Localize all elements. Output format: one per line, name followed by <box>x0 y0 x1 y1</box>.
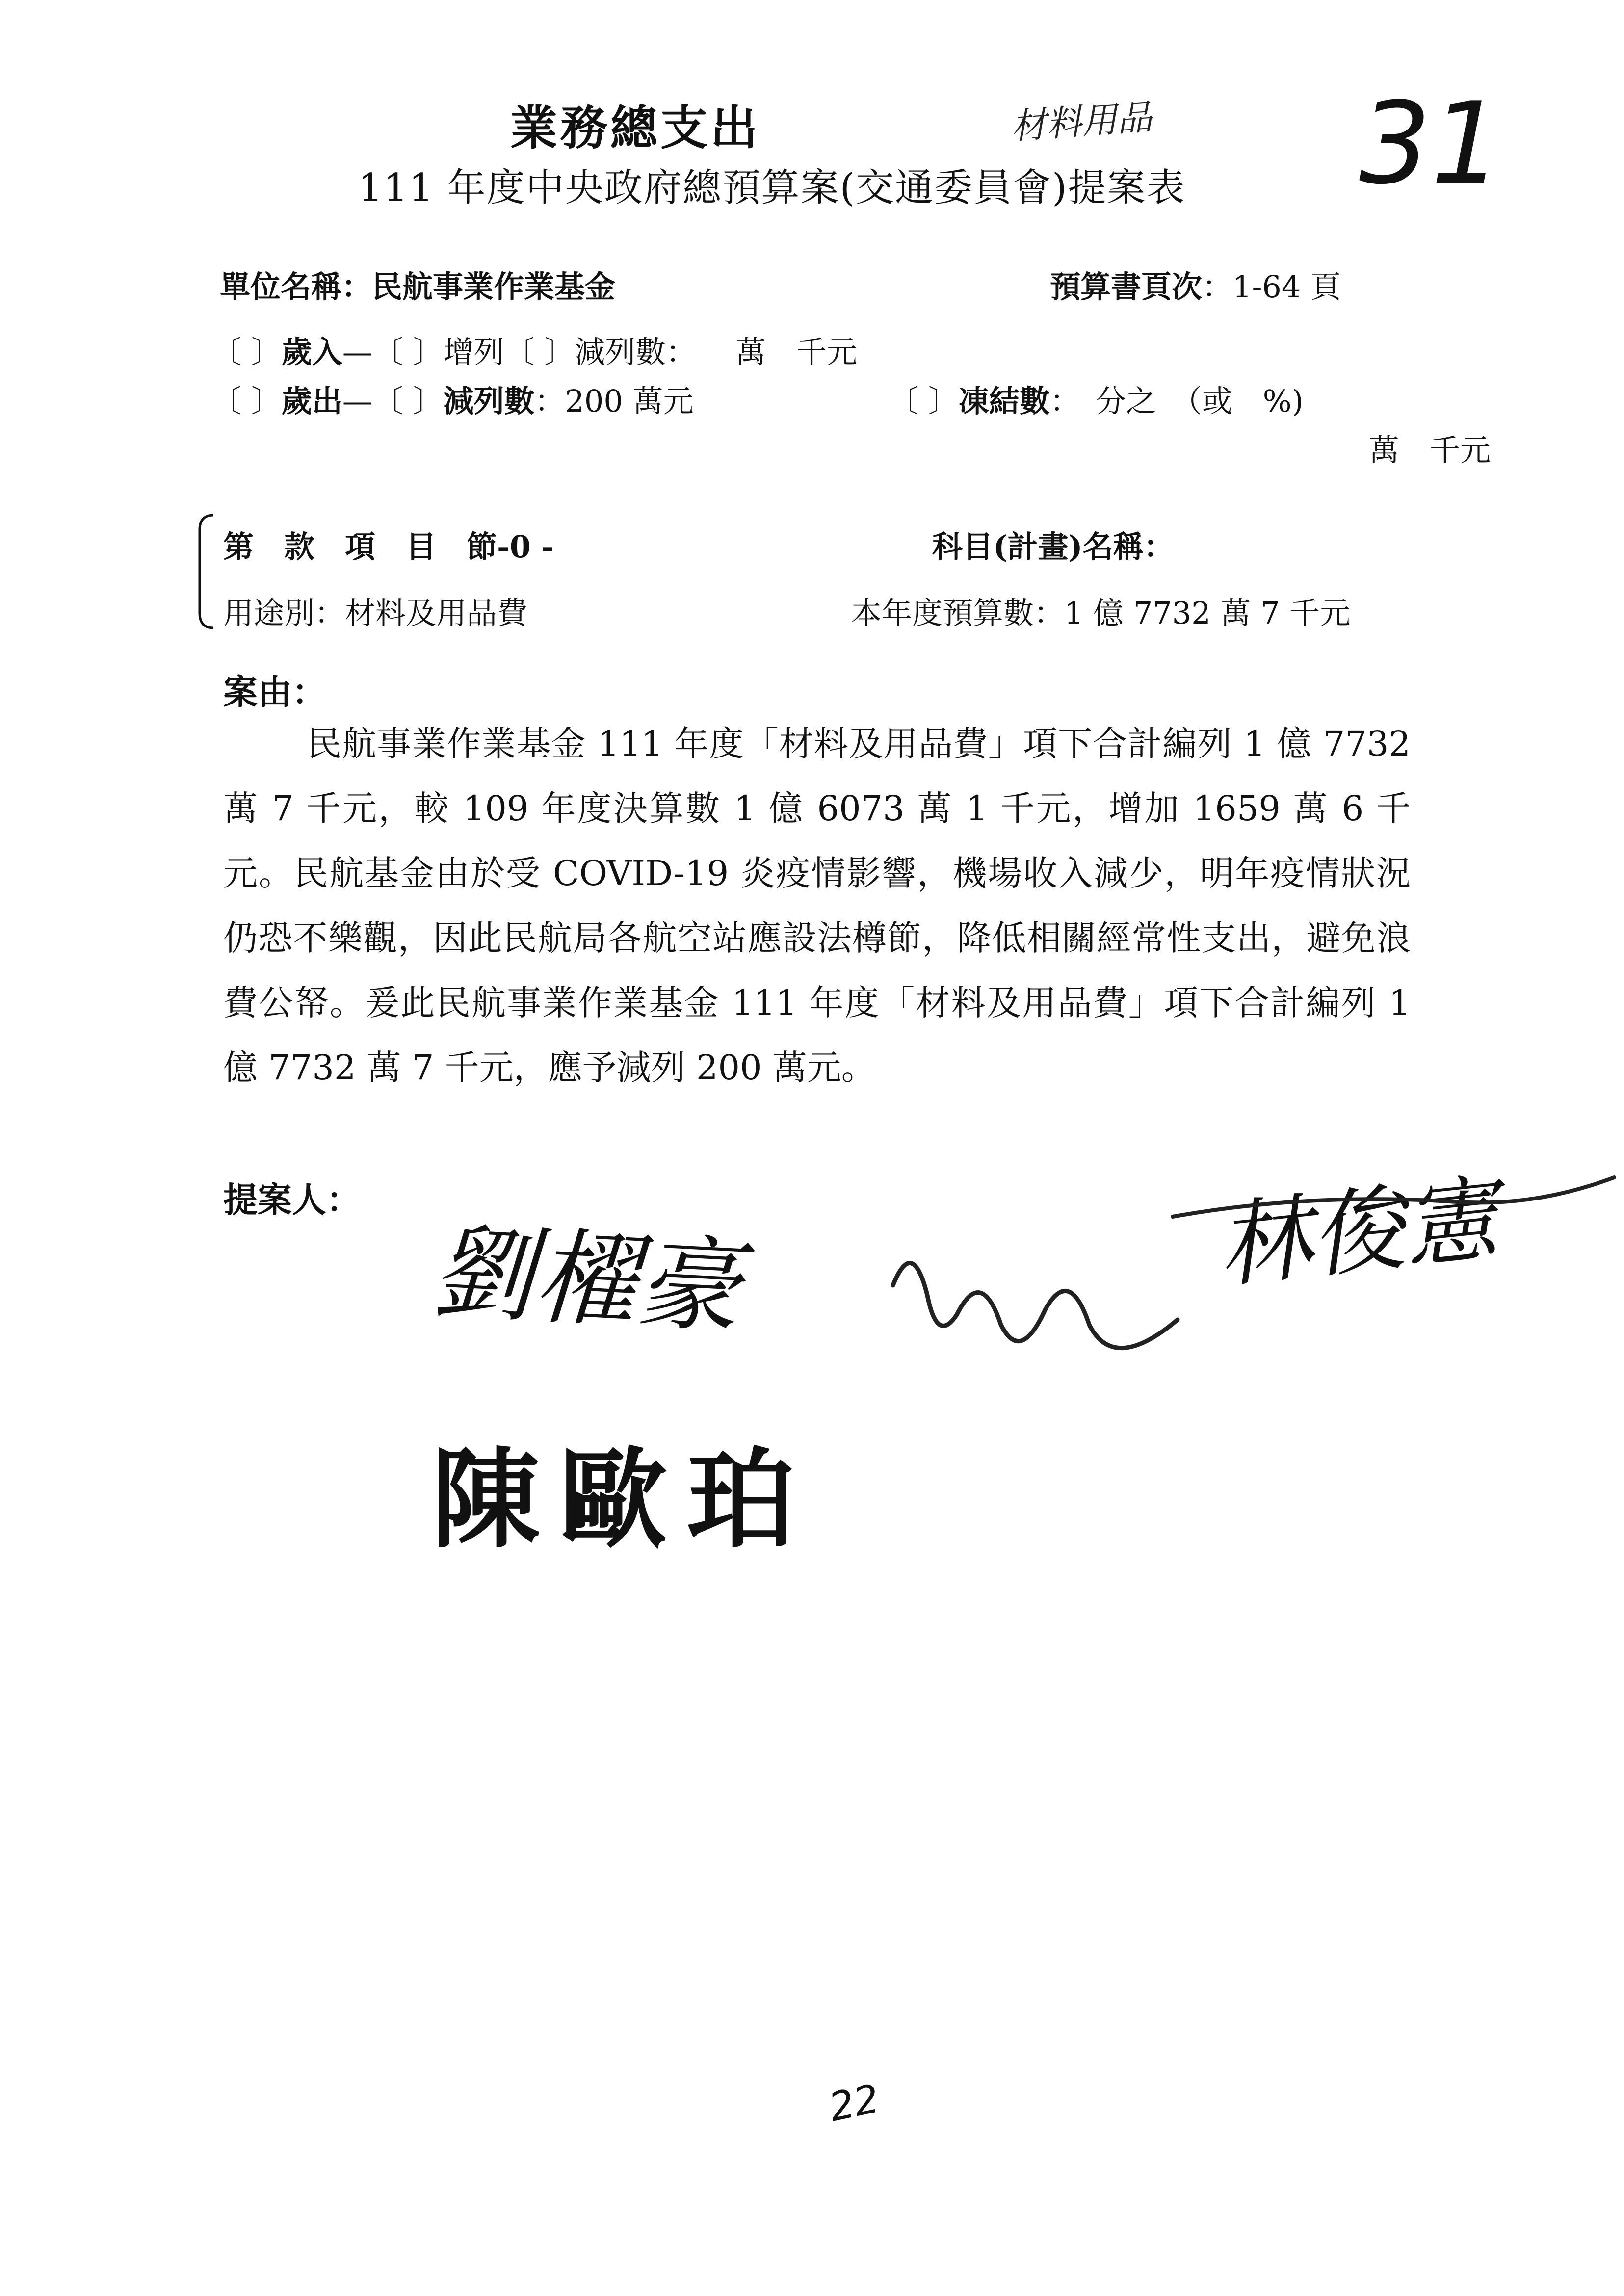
unit-name-row <box>220 262 615 306</box>
revenue-increase-option[interactable]: 〔 〕增列 <box>372 334 504 370</box>
expenditure-label: 歲出 <box>281 383 342 419</box>
budget-amount-row <box>851 589 1350 632</box>
unit-name-value: 民航事業作業基金 <box>372 269 616 305</box>
freeze-row <box>888 377 1304 420</box>
budget-amount-label: 本年度預算數 <box>851 595 1034 631</box>
revenue-label: 歲入 <box>281 334 342 370</box>
revenue-dash: — <box>342 334 373 370</box>
revenue-line <box>211 328 857 371</box>
classification-line: 第 款 項 目 節-0 - <box>223 529 554 565</box>
proposer-label: 提案人： <box>223 1179 361 1220</box>
page-number: 31 <box>1359 78 1503 209</box>
reason-text: 民航事業作業基金 111 年度「材料及用品費」項下合計編列 1 億 7732 萬 7 千元，較 109 年度決算數 1 億 6073 萬 1 千元，增加 1659 萬 6 千元。民航基金由於受 COVID-19 炎疫情影響，機場收入減少，明年疫情狀況仍恐不樂觀，因此民航局各航空站應設法樽節，降低相關經常性支出，避免浪費公帑。爰此民航事業作業基金 111 年度「材料及用品費」項下合計編列 1 億 7732 萬 7 千元，應予減列 200 萬元。 <box>223 724 1411 1088</box>
revenue-decrease-option[interactable]: 〔 〕減列數： <box>504 334 697 370</box>
budget-page-value: ：1-64 頁 <box>1202 269 1341 305</box>
signature-scribble <box>883 1226 1187 1374</box>
signature-1: 劉櫂豪 <box>428 1211 744 1348</box>
expenditure-reduce-checkbox[interactable]: 〔 〕 <box>372 383 444 419</box>
freeze-units: 萬 千元 <box>1369 432 1491 468</box>
document-title: 業務總支出 <box>510 100 760 156</box>
freeze-checkbox[interactable]: 〔 〕 <box>888 383 959 419</box>
reason-text-block <box>223 711 1411 1100</box>
unit-name-label: 單位名稱： <box>220 269 372 305</box>
expenditure-dash: — <box>342 383 373 419</box>
expenditure-checkbox[interactable]: 〔 〕 <box>211 383 282 419</box>
freeze-label: 凍結數 <box>958 383 1050 419</box>
budget-page-label: 預算書頁次 <box>1050 269 1203 305</box>
item-name-label: 科目(計畫)名稱： <box>932 529 1174 565</box>
signature-2: 林俊憲 <box>1212 1164 1502 1302</box>
usage-value: 材料及用品費 <box>345 595 528 631</box>
expenditure-reduce-label: 減列數 <box>443 383 535 419</box>
expenditure-reduce-value: ：200 萬元 <box>534 383 694 419</box>
usage-label: 用途別： <box>223 595 345 631</box>
signature-3: 陳歐珀 <box>432 1435 815 1563</box>
classification-brace <box>194 510 223 633</box>
footer-mark: 22 <box>825 2075 884 2131</box>
budget-amount-value: ：1 億 7732 萬 7 千元 <box>1034 595 1351 631</box>
revenue-checkbox[interactable]: 〔 〕 <box>211 334 282 370</box>
handwritten-note: 材料用品 <box>1009 96 1154 147</box>
usage-row <box>223 589 527 632</box>
reason-label: 案由： <box>223 672 326 712</box>
signature-underline <box>1163 1173 1624 1241</box>
freeze-value: ： 分之 （或 %) <box>1049 383 1304 419</box>
budget-page-row <box>1050 262 1341 306</box>
revenue-units: 萬 千元 <box>735 334 858 370</box>
document-subtitle: 111 年度中央政府總預算案(交通委員會)提案表 <box>358 166 1186 210</box>
expenditure-line <box>211 377 694 420</box>
